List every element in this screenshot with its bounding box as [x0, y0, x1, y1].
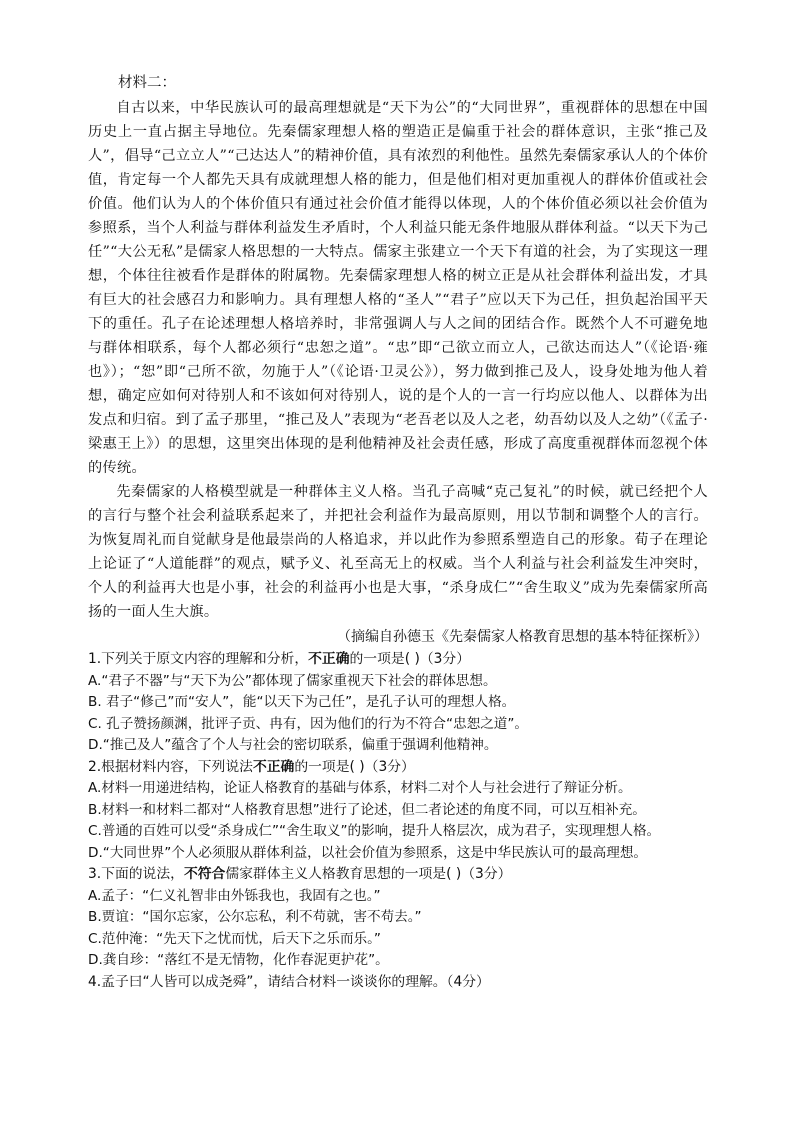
option-c: C. 孔子赞扬颜渊，批评子贡、冉有，因为他们的行为不符合“忠恕之道”。 [88, 715, 529, 732]
option-d: D.龚自珍：“落红不是无情物，化作春泥更护花”。 [88, 952, 389, 968]
stem-text: 2.根据材料内容，下列说法 [88, 758, 253, 775]
stem-text-end: 儒家群体主义人格教育思想的一项是( )（3分） [225, 866, 512, 882]
option-b: B.材料一和材料二都对“人格教育思想”进行了论述，但二者论述的角度不同，可以互相补充。 [88, 801, 646, 818]
stem-emphasis: 不正确 [308, 651, 350, 667]
source-citation: （摘编自孙德玉《先秦儒家人格教育思想的基本特征探析》） [337, 629, 708, 645]
stem-emphasis: 不正确 [252, 758, 295, 775]
stem-emphasis: 不符合 [183, 866, 226, 882]
paragraph-1: 自古以来，中华民族认可的最高理想就是“天下为公”的“大同世界”，重视群体的思想在中国历史上一直占据主导地位。先秦儒家理想人格的塑造正是偏重于社会的群体意识，主张“推己及人”，倡导“己立立人”“己达达人”的精神价值，具有浓烈的利他性。虽然先秦儒家承认人的个体价值，肯定每一个人都先天具有成就理想人格的能力，但是他们相对更加重视人的群体价值或社会价值。他们认为人的个体价值只有通过社会价值才能得以体现，人的个体价值必须以社会价值为参照系，当个人利益与群体利益发生矛盾时，个人利益只能无条件地服从群体利益。“以天下为己任”“大公无私”是儒家人格思想的一大特点。儒家主张建立一个天下有道的社会，为了实现这一理想，个体往往被看作是群体的附属物。先秦儒家理想人格的树立正是从社会群体利益出发，才具有巨大的社会感召力和影响力。具有理想人格的“圣人”“君子”应以天下为己任，担负起治国平天下的重任。孔子在论述理想人格培养时，非常强调人与人之间的团结合作。既然个人不可避免地与群体相联系，每个人都必须行“忠恕之道”。“忠”即“己欲立而立人，己欲达而达人”（《论语·雍也》）；“恕”即“己所不欲，勿施于人”（《论语·卫灵公》），努力做到推己及人，设身处地为他人着想，确定应如何对待别人和不该如何对待别人，说的是个人的一言一行均应以他人、以群体为出发点和归宿。到了孟子那里，“推己及人”表现为“老吾老以及人之老，幼吾幼以及人之幼”（《孟子·梁惠王上》）的思想，这里突出体现的是利他精神及社会责任感，形成了高度重视群体而忽视个体的传统。 [88, 100, 708, 476]
question-4 [88, 972, 708, 994]
stem-text-end: 的一项是( )（3分） [349, 651, 471, 667]
question-1 [88, 649, 708, 757]
question-stem: 4.孟子曰“人皆可以成尧舜”，请结合材料一谈谈你的理解。（4分） [88, 973, 490, 990]
option-a: A.材料一用递进结构，论证人格教育的基础与体系，材料二对个人与社会进行了辩证分析。 [88, 780, 632, 796]
question-2 [88, 757, 708, 865]
option-d: D.“推己及人”蕴含了个人与社会的密切联系，偏重于强调利他精神。 [88, 737, 498, 753]
paragraph-2: 先秦儒家的人格模型就是一种群体主义人格。当孔子高喊“克己复礼”的时候，就已经把个人的言行与整个社会利益联系起来了，并把社会利益作为最高原则，用以节制和调整个人的言行。为恢复周礼而自觉献身是他最崇尚的人格追求，并以此作为参照系塑造自己的形象。荀子在理论上论证了“人道能群”的观点，赋予义、礼至高无上的权威。当个人利益与社会利益发生冲突时，个人的利益再大也是小事，社会的利益再小也是大事，“杀身成仁”“舍生取义”成为先秦儒家所高扬的一面人生大旗。 [88, 484, 708, 620]
stem-text: 3.下面的说法， [88, 866, 184, 882]
question-3 [88, 864, 708, 972]
question-stem [88, 757, 708, 779]
option-b: B.贾谊：“国尔忘家，公尔忘私，利不苟就，害不苟去。” [88, 909, 422, 925]
option-c: C.范仲淹：“先天下之忧而忧，后天下之乐而乐。” [88, 930, 381, 947]
material-title: 材料二： [118, 75, 176, 91]
option-b: B. 君子“修己”而“安人”，能“以天下为己任”，是孔子认可的理想人格。 [88, 694, 516, 710]
option-c: C.普通的百姓可以受“杀身成仁”“舍生取义”的影响，提升人格层次，成为君子，实现理想人格。 [88, 823, 661, 839]
option-a: A.孟子：“仁义礼智非由外铄我也，我固有之也。” [88, 887, 381, 904]
option-a: A.“君子不器”与“天下为公”都体现了儒家重视天下社会的群体思想。 [88, 672, 497, 689]
question-stem [88, 864, 708, 886]
page-content [88, 72, 708, 993]
option-d: D.“大同世界”个人必须服从群体利益，以社会价值为参照系，这是中华民族认可的最高理想。 [88, 844, 648, 861]
stem-text-end: 的一项是( )（3分） [294, 758, 415, 775]
stem-text: 1.下列关于原文内容的理解和分析， [88, 651, 309, 667]
question-stem [88, 649, 708, 671]
